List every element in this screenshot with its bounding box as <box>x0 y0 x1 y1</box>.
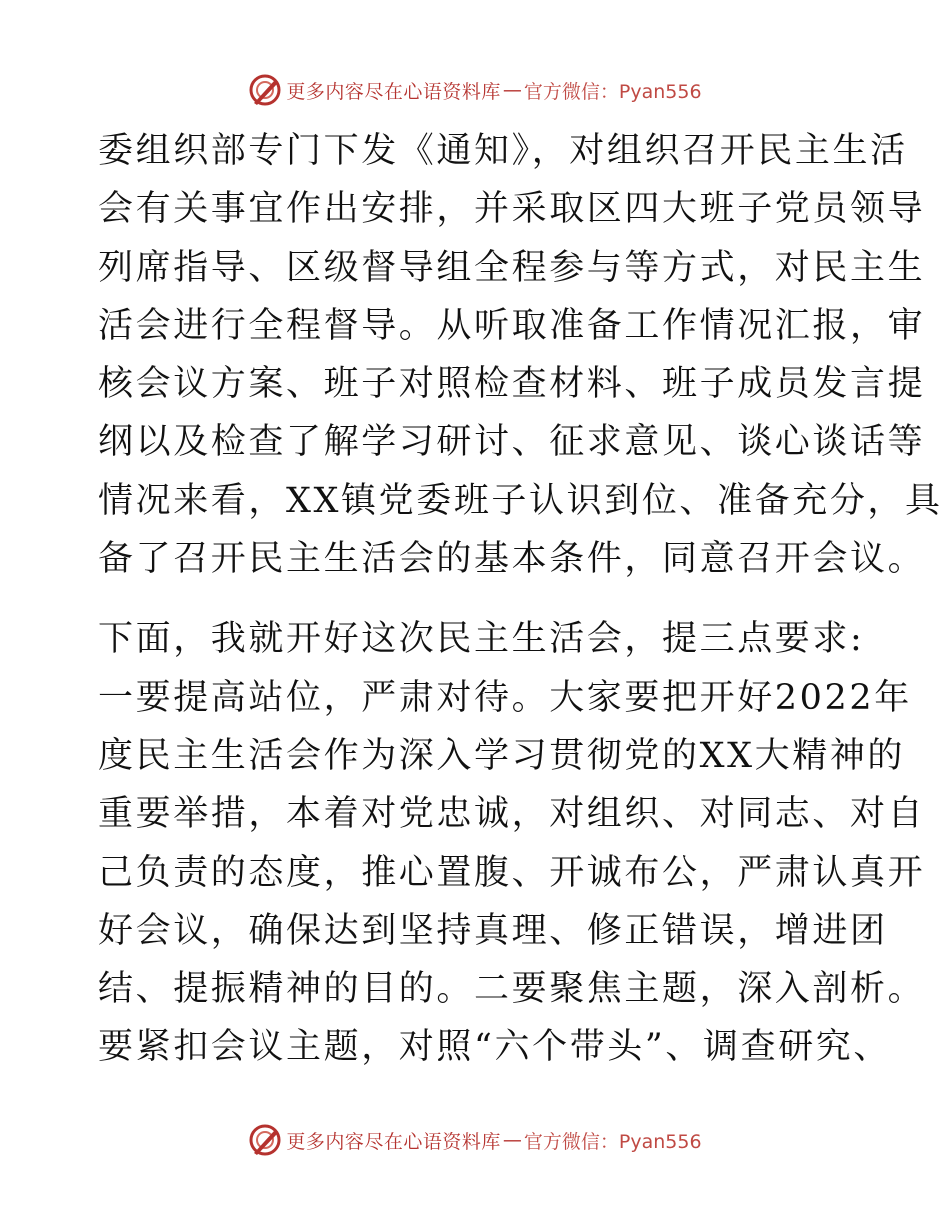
banner-separator: — <box>502 1129 522 1151</box>
text-line: 要紧扣会议主题，对照“六个带头”、调查研究、 <box>98 1027 891 1068</box>
paragraph-2 <box>98 610 926 1076</box>
text-line: 委组织部专门下发《通知》，对组织召开民主生活 <box>98 131 908 171</box>
banner-account: 官方微信：Pyan556 <box>523 1130 702 1153</box>
text-line: 一要提高站位，严肃对待。大家要把开好2022年 <box>98 677 912 718</box>
text-line: 会有关事宜作出安排，并采取区四大班子党员领导 <box>98 189 926 230</box>
text-line: 重要举措，本着对党忠诚，对组织、对同志、对自 <box>98 794 926 835</box>
paragraph-1 <box>98 122 943 588</box>
text-line: 纲以及检查了解学习研讨、征求意见、谈心谈话等 <box>98 422 926 463</box>
banner-account: 官方微信：Pyan556 <box>523 80 702 103</box>
text-line: 列席指导、区级督导组全程参与等方式，对民主生 <box>98 247 926 288</box>
pen-logo-icon <box>248 1123 282 1157</box>
header-watermark-banner <box>0 70 950 110</box>
text-line: 备了召开民主生活会的基本条件，同意召开会议。 <box>98 539 926 580</box>
text-line: 情况来看，XX镇党委班子认识到位、准备充分，具 <box>98 480 943 521</box>
text-line: 结、提振精神的目的。二要聚焦主题，深入剖析。 <box>98 969 926 1010</box>
banner-text: 更多内容尽在心语资料库 <box>286 1130 501 1153</box>
document-body <box>98 122 943 1077</box>
text-line: 活会进行全程督导。从听取准备工作情况汇报，审 <box>98 305 926 346</box>
text-line: 己负责的态度，推心置腹、开诚布公，严肃认真开 <box>98 852 926 893</box>
footer-watermark-banner <box>0 1120 950 1160</box>
text-line: 好会议，确保达到坚持真理、修正错误，增进团 <box>98 910 888 951</box>
text-line: 下面，我就开好这次民主生活会，提三点要求: <box>98 619 865 660</box>
banner-text: 更多内容尽在心语资料库 <box>286 80 501 103</box>
text-line: 核会议方案、班子对照检查材料、班子成员发言提 <box>98 364 926 405</box>
banner-separator: — <box>502 79 522 101</box>
paragraph-gap <box>98 588 868 610</box>
pen-logo-icon <box>248 73 282 107</box>
text-line: 度民主生活会作为深入学习贯彻党的XX大精神的 <box>98 735 906 776</box>
